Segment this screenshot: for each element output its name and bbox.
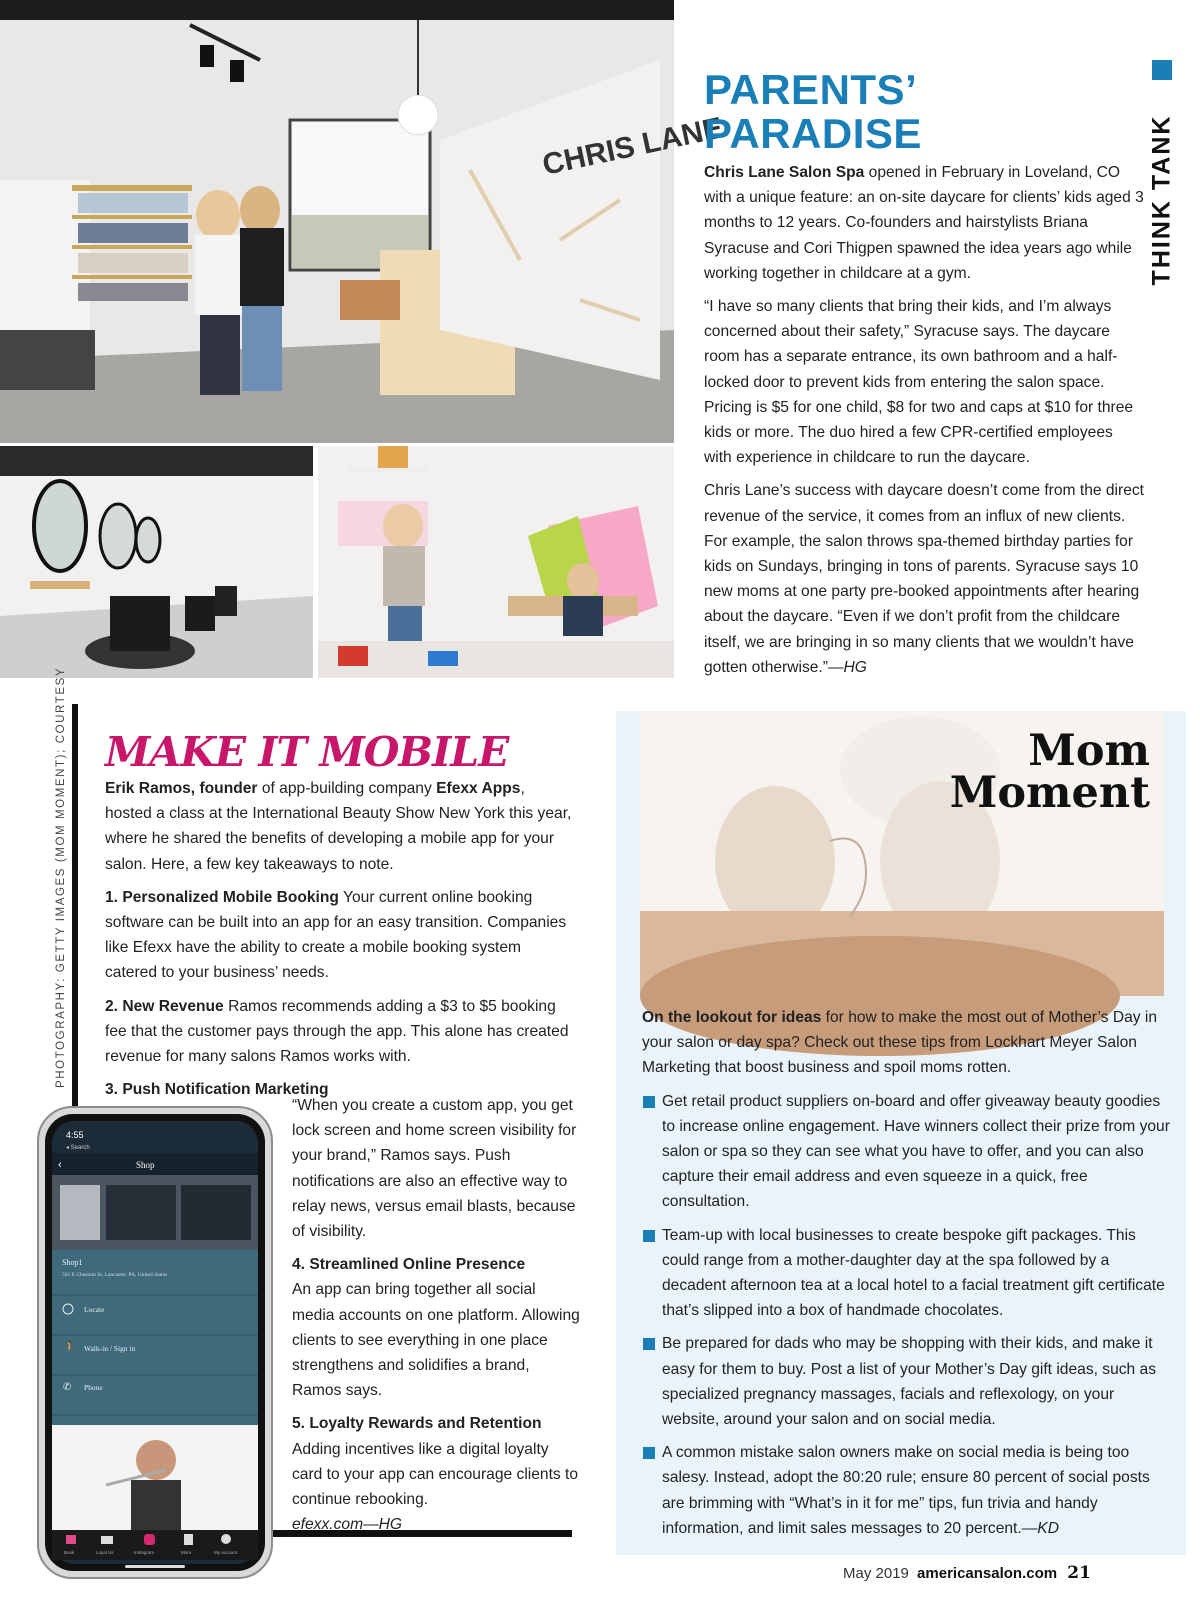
mom-moment-title <box>930 726 1150 818</box>
phone-tab-instagram: Instagram <box>134 1550 155 1555</box>
phone-back-search: ◂ Search <box>66 1145 90 1151</box>
bold-lead: Erik Ramos, founder <box>105 780 258 797</box>
instagram-icon <box>144 1534 155 1545</box>
tip-item <box>642 1331 1172 1432</box>
phone-shop-address: 501 E Chestnut St, Lancaster, PA, United States <box>62 1272 168 1278</box>
phone-tab-book: Book <box>64 1550 75 1555</box>
takeaway-5: Adding incentives like a digital loyalty card to your app can encourage clients to continue rebooking. <box>292 1440 579 1509</box>
takeaway-text: Ramos recommends adding a $3 to $5 booking fee that the customer pays through the app. This alone has created revenue for many salons Ramos works with. <box>105 997 569 1066</box>
tip-item <box>642 1223 1172 1324</box>
bullet-square <box>643 1230 655 1242</box>
photo-credit: PHOTOGRAPHY: GETTY IMAGES (MOM MOMENT); COURTESY <box>55 666 67 1088</box>
paragraph-text: , hosted a class at the International Beauty Show New York this year, where he shared the benefits of developing a mobile app for your salon. Here, a few key takeaways to note. <box>105 780 572 873</box>
tip-text: A common mistake salon owners make on social media is being too salesy. Instead, adopt the 80:20 rule; ensure 80 percent of social posts are brimming with “What’s in it for me” tips, fun trivia and handy information, and limit sales messages to 20 percent. <box>662 1444 1150 1537</box>
article-paragraph <box>704 160 1144 286</box>
bullet-square <box>643 1338 655 1350</box>
styling-stations-photo <box>0 446 313 678</box>
tip-item <box>642 1440 1172 1541</box>
tip-text: Be prepared for dads who may be shopping with their kids, and make it easy for them to buy. Post a list of your Mother’s Day gift ideas, such as specialized pregnancy massages, facials and reflexology, on your website, around your salon and on social media. <box>662 1335 1157 1429</box>
parents-paradise-article <box>704 68 1144 688</box>
phone-status-time: 4:55 <box>66 1130 84 1140</box>
takeaway-heading: 1. Personalized Mobile Booking <box>105 888 339 906</box>
takeaway-1 <box>105 885 575 986</box>
salon-interior-photo <box>0 0 726 443</box>
tip-text: Get retail product suppliers on-board and offer giveaway beauty goodies to increase online engagement. Have winners collect their prize from your salon or spa so they can see what you have to offer, and you can also capture their email address and even squeeze in a quick, free consultation. <box>662 1092 1170 1211</box>
bullet-square <box>643 1447 655 1459</box>
phone-tab-account: My account <box>214 1550 238 1555</box>
takeaway-heading: 2. New Revenue <box>105 997 224 1015</box>
chevron-left-icon: ‹ <box>58 1159 62 1171</box>
website: americansalon.com <box>917 1565 1058 1582</box>
paragraph-text: opened in February in Loveland, CO with a unique feature: an on-site daycare for clients’ kids aged 3 months to 12 years. Co-founders and hairstylists Briana Syracuse and Cori Thigpen spawned the idea years ago while working together in childcare at a gym. <box>704 164 1144 282</box>
takeaway-heading: 5. Loyalty Rewards and Retention <box>292 1415 542 1433</box>
bullet-square <box>643 1096 655 1108</box>
section-label-text: THINK TANK <box>1147 114 1176 286</box>
make-it-mobile-continued <box>292 1093 582 1545</box>
bold-company: Efexx Apps <box>436 780 521 797</box>
make-it-mobile-article <box>105 730 575 1102</box>
tip-text: Team-up with local businesses to create bespoke gift packages. This could range from a mother-daughter day at the spa followed by a decadent afternoon tea at a local hotel to a facial treatment gift certificate that’s slipped into a box of handmade chocolates. <box>662 1226 1165 1320</box>
paragraph-text: Chris Lane’s success with daycare doesn’t come from the direct revenue of the service, it comes from an influx of new clients. For example, the salon throws spa-themed birthday parties for kids on Sundays, bringing in tons of parents. Syracuse says 10 new moms at one party pre-booked appointments after hearing about the daycare. “Even if we don’t profit from the childcare itself, we are bringing in so many clients that we wouldn’t have gotten otherwise.” <box>704 482 1144 676</box>
page-number: 21 <box>1067 1563 1091 1583</box>
section-marker-square <box>1152 60 1172 80</box>
phone-shop-name: Shop1 <box>62 1258 83 1267</box>
phone-tab-more: More <box>181 1550 192 1555</box>
author-initials: —KD <box>1021 1519 1059 1537</box>
takeaway-3: “When you create a custom app, you get lock screen and home screen visibility for your brand,” Ramos says. Push notifications are also an effective way to relay news, versus email blasts, because of visibility. <box>292 1097 577 1241</box>
phone-tab-loyal: Loyal Us <box>96 1550 114 1555</box>
phone-menu-walkin: Walk-in / Sign in <box>84 1344 136 1353</box>
article-paragraph: “I have so many clients that bring their kids, and I’m always concerned about their safety,” Syracuse says. The daycare room has a separate entrance, its own bathroom and a half-locked door to prevent kids from entering the salon space. Pricing is $5 for one child, $8 for two and caps at $10 for three kids or more. The duo hired a few CPR-certified employees with experience in childcare to run the daycare. <box>704 298 1134 467</box>
title-line: Mom <box>1028 726 1150 776</box>
takeaway-text: Your current online booking software can be built into an app for an easy transition. Companies like Efexx have the ability to create a mobile booking system catered to your business’ needs. <box>105 888 567 982</box>
section-label <box>1147 60 1178 286</box>
issue-date: May 2019 <box>843 1565 909 1582</box>
phone-icon: ✆ <box>63 1382 72 1393</box>
app-phone-mockup <box>36 1105 274 1580</box>
paragraph-text: for how to make the most out of Mother’s Day in your salon or day spa? Check out these tips from Lockhart Meyer Salon Marketing that boost business and spoil moms rotten. <box>642 1009 1158 1077</box>
phone-header-title: Shop <box>136 1160 155 1170</box>
bold-lead: Chris Lane Salon Spa <box>704 164 865 181</box>
takeaway-2 <box>105 994 575 1070</box>
author-initials: —HG <box>827 658 867 676</box>
article-title: PARENTS’ PARADISE <box>704 66 922 157</box>
takeaway-heading: 4. Streamlined Online Presence <box>292 1256 526 1274</box>
article-paragraph <box>704 478 1144 680</box>
walk-person-icon: 🚶 <box>63 1341 77 1354</box>
title-line: Moment <box>949 768 1150 818</box>
article-intro <box>105 776 575 877</box>
bold-lead: On the lookout for ideas <box>642 1009 822 1026</box>
phone-menu-phone: Phone <box>84 1383 103 1392</box>
takeaway-heading: 3. Push Notification Marketing <box>105 1081 329 1099</box>
article-title: MAKE IT MOBILE <box>105 728 509 776</box>
phone-menu-locate: Locate <box>84 1305 105 1314</box>
salon-sign-text: CHRIS LANE <box>539 111 726 182</box>
article-signature <box>292 1512 582 1537</box>
takeaway-heading-5 <box>292 1411 582 1436</box>
paragraph-text: of app-building company <box>257 780 437 797</box>
daycare-kids-photo <box>318 446 674 678</box>
takeaway-heading-4 <box>292 1252 582 1277</box>
takeaway-4: An app can bring together all social media accounts on one platform. Allowing clients to see everything in one place strengthens and solidifies a brand, Ramos says. <box>292 1281 580 1400</box>
tip-item <box>642 1089 1172 1215</box>
mom-moment-article <box>642 1005 1172 1549</box>
source-url: efexx.com—HG <box>292 1516 403 1534</box>
article-intro <box>642 1005 1172 1081</box>
page-footer <box>843 1563 1091 1583</box>
